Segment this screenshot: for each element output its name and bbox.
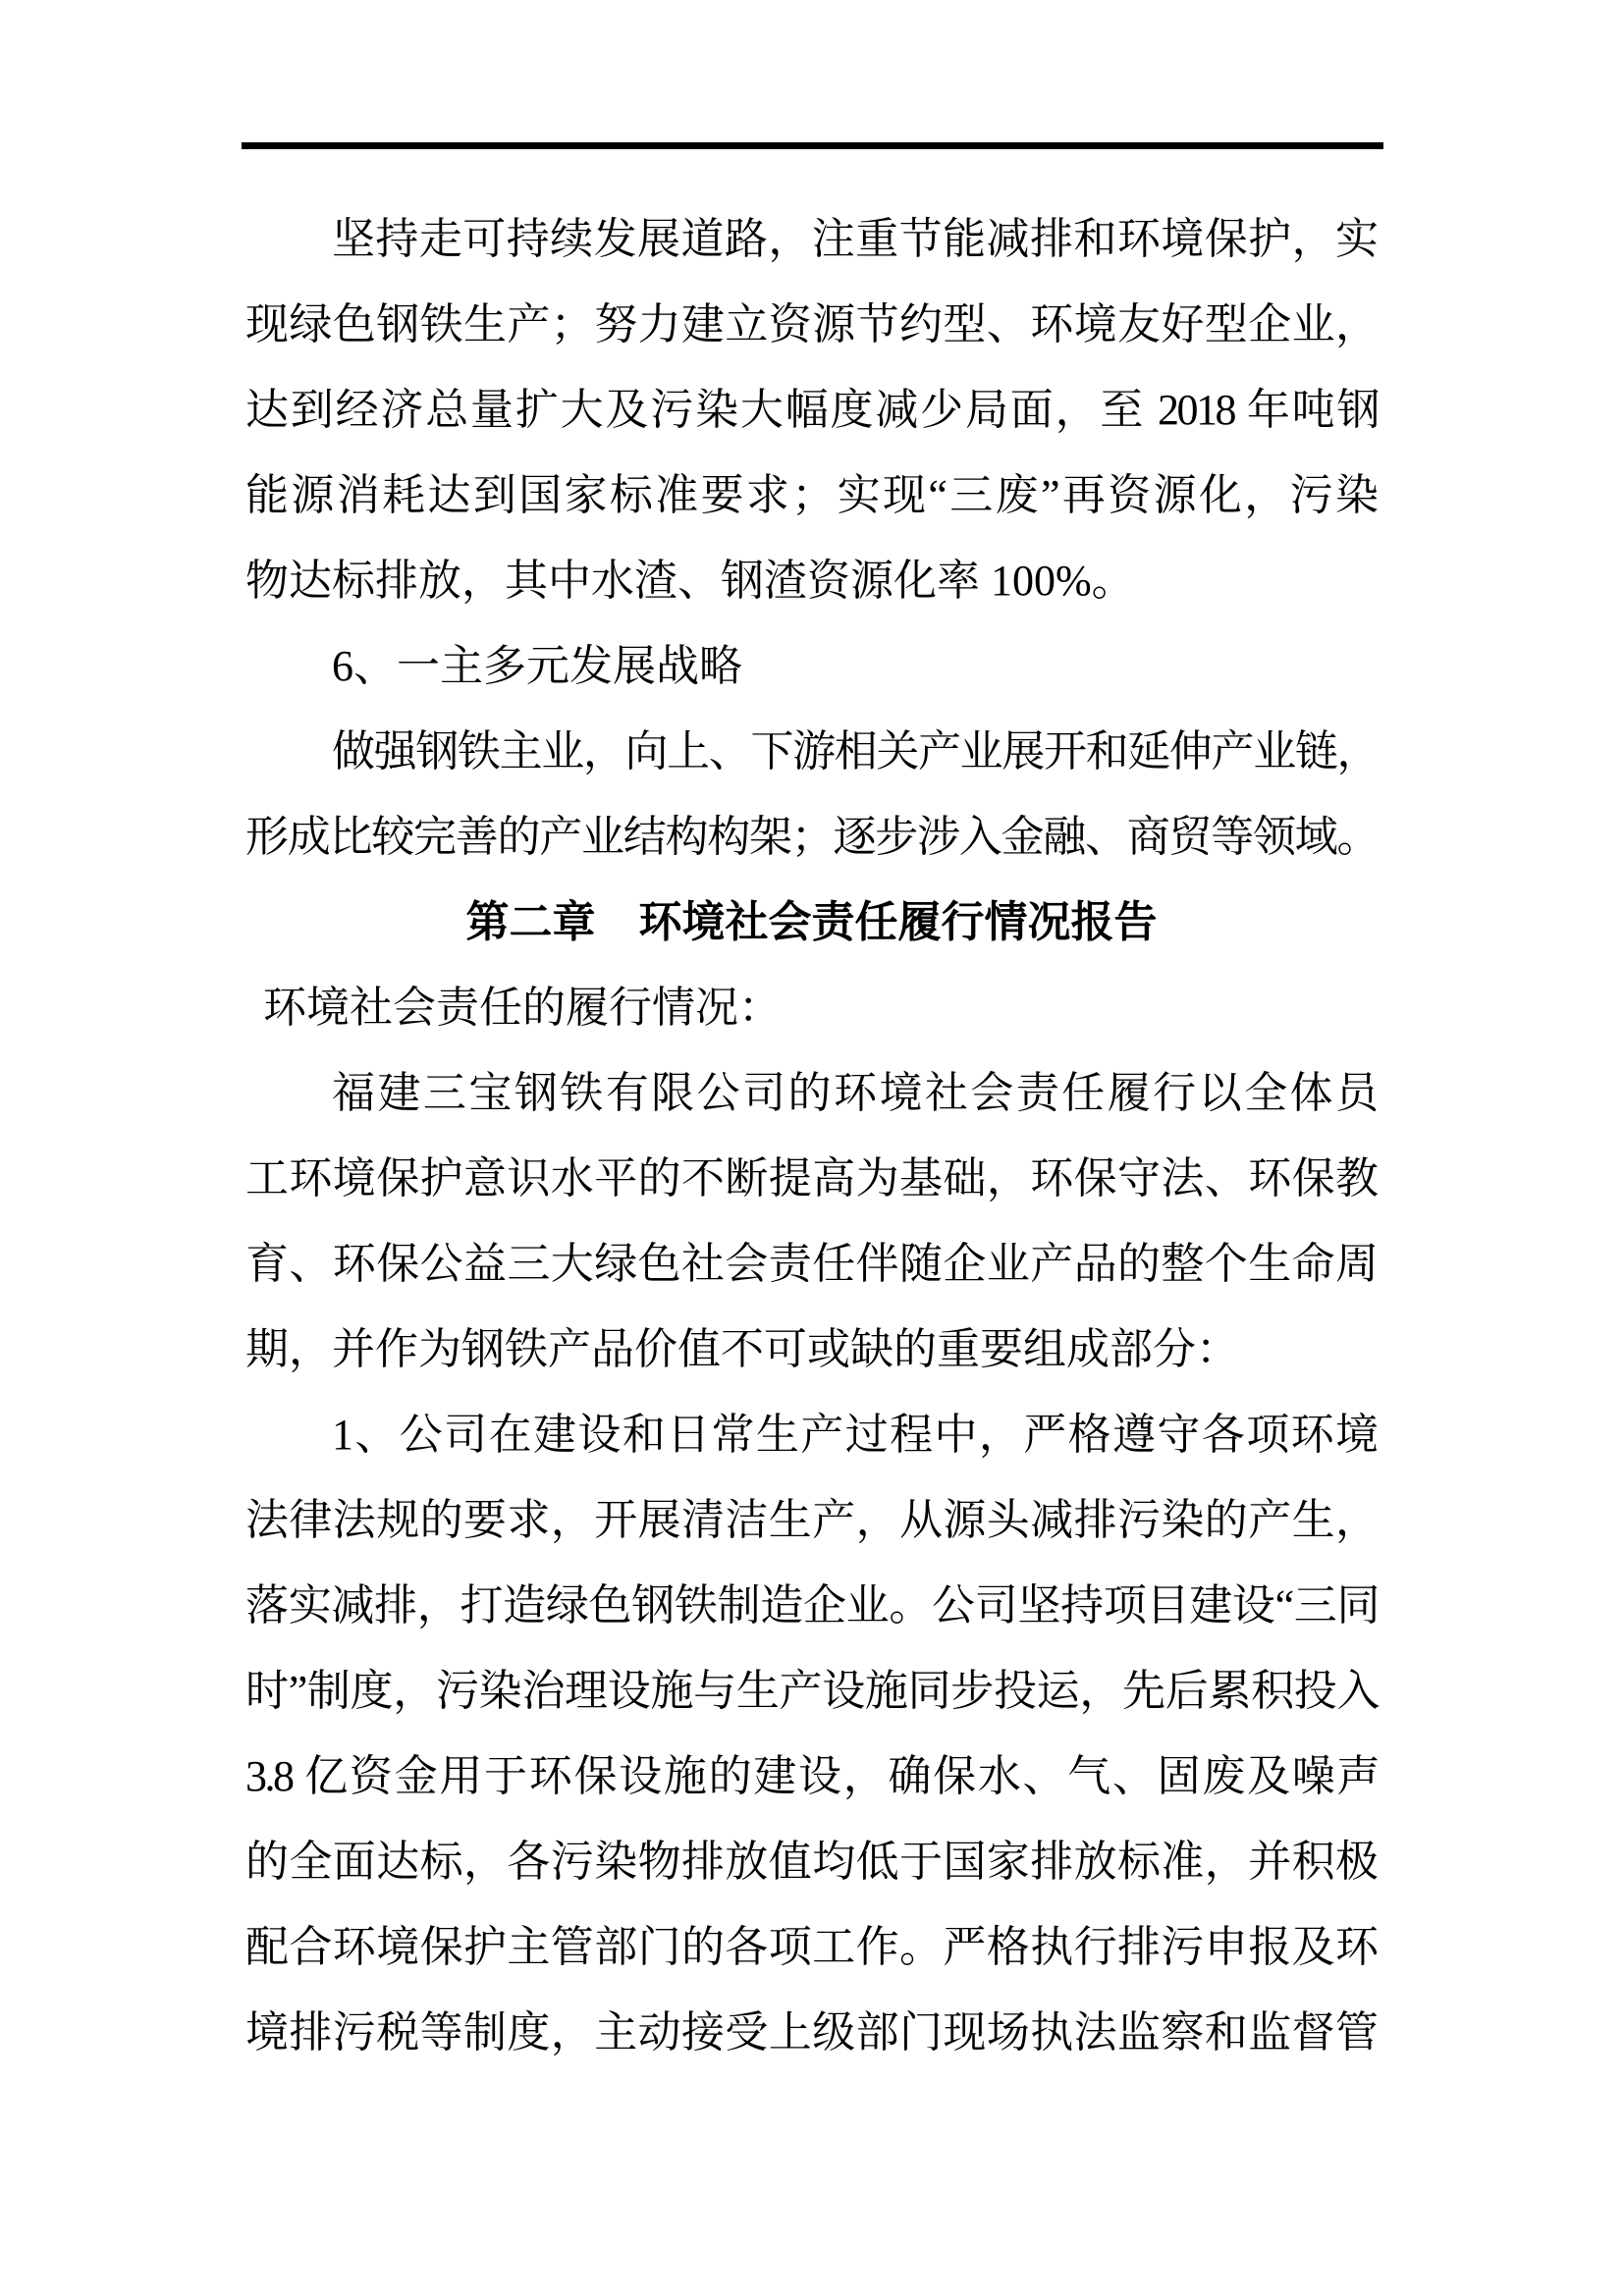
text-line: 现绿色钢铁生产；努力建立资源节约型、环境友好型企业， [245,300,1378,348]
text-line: 形成比较完善的产业结构构架；逐步涉入金融、商贸等领域。 [245,813,1378,861]
text-line: 配合环境保护主管部门的各项工作。严格执行排污申报及环 [245,1923,1378,1971]
text-line: 做强钢铁主业，向上、下游相关产业展开和延伸产业链， [332,727,1378,775]
text-line: 落实减排，打造绿色钢铁制造企业。公司坚持项目建设“三同 [245,1581,1378,1629]
header-rule [242,142,1383,149]
text-line: 期，并作为钢铁产品价值不可或缺的重要组成部分： [245,1325,1239,1373]
text-line: 育、环保公益三大绿色社会责任伴随企业产品的整个生命周 [245,1240,1378,1288]
text-line: 工环境保护意识水平的不断提高为基础，环保守法、环保教 [245,1154,1378,1202]
document-text-block [245,196,1378,2075]
text-line: 物达标排放，其中水渣、钢渣资源化率 100%。 [245,557,1135,605]
text-line: 时”制度，污染治理设施与生产设施同步投运，先后累积投入 [245,1667,1378,1715]
text-line: 福建三宝钢铁有限公司的环境社会责任履行以全体员 [332,1069,1378,1117]
text-line: 1、公司在建设和日常生产过程中，严格遵守各项环境 [332,1411,1378,1459]
text-line: 坚持走可持续发展道路，注重节能减排和环境保护，实 [332,215,1378,263]
text-line: 境排污税等制度，主动接受上级部门现场执法监察和监督管 [245,2008,1378,2056]
text-line: 能源消耗达到国家标准要求；实现“三废”再资源化，污染 [245,471,1378,519]
text-line: 法律法规的要求，开展清洁生产，从源头减排污染的产生， [245,1496,1378,1544]
section-label: 环境社会责任的履行情况： [263,984,782,1032]
text-line: 达到经济总量扩大及污染大幅度减少局面，至 2018 年吨钢 [245,386,1378,434]
chapter-heading: 第二章 环境社会责任履行情况报告 [465,898,1158,946]
text-line: 的全面达标，各污染物排放值均低于国家排放标准，并积极 [245,1838,1378,1886]
text-line: 3.8 亿资金用于环保设施的建设，确保水、气、固废及噪声 [245,1752,1378,1800]
list-item-line: 6、一主多元发展战略 [332,642,742,690]
